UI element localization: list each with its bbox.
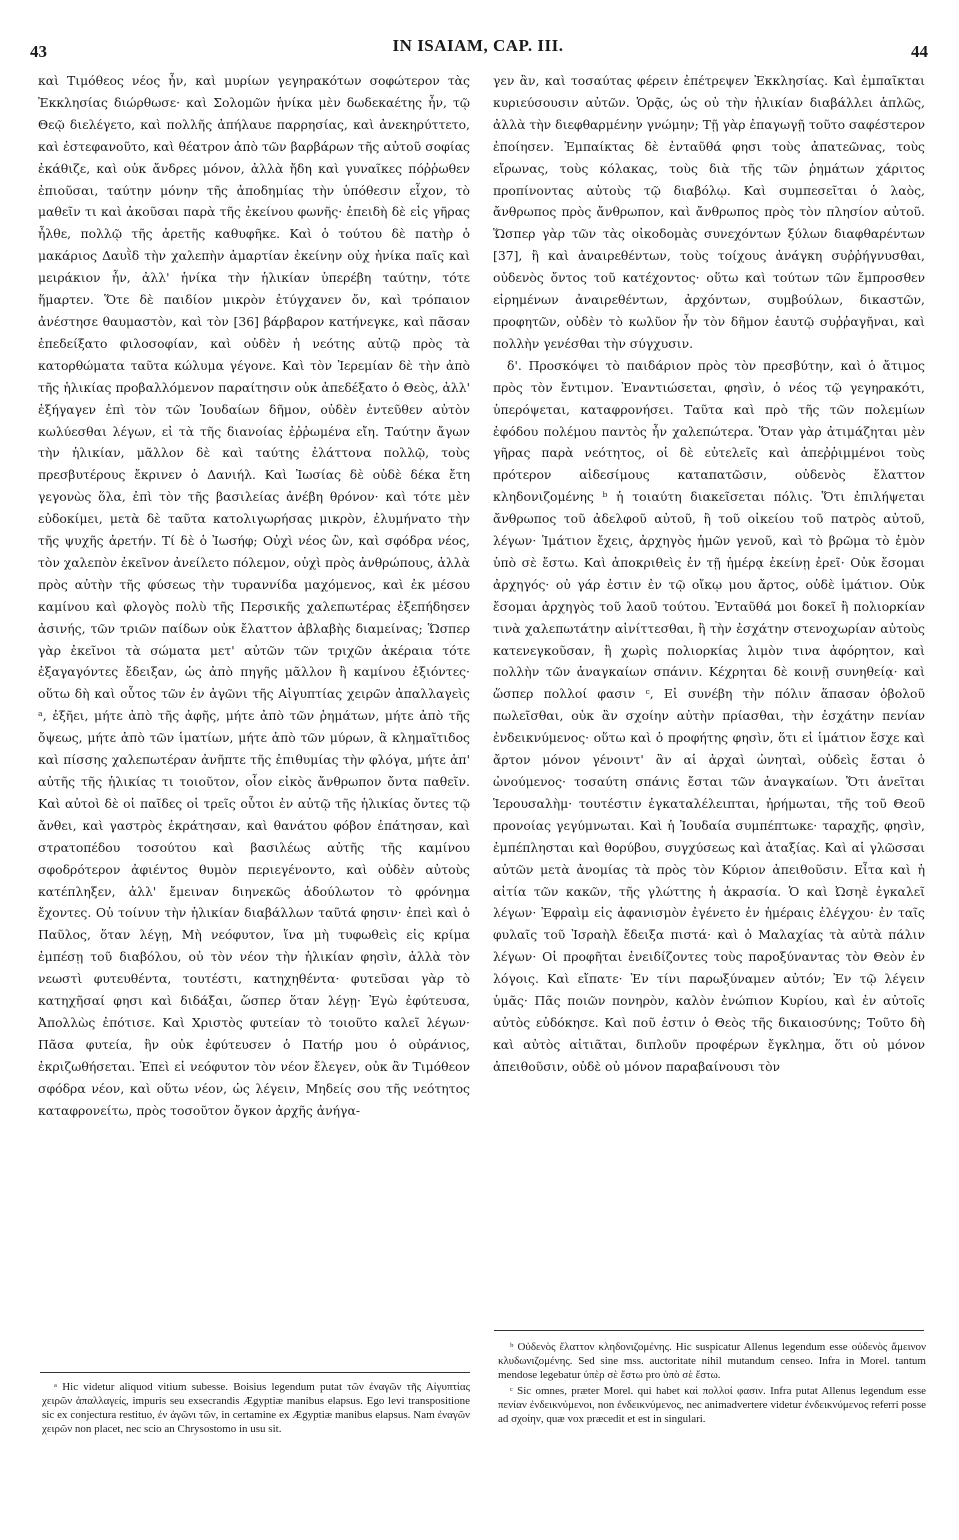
- footnote: ᵇ Οὐδενὸς ἔλαττον κληδονιζομένης. Hic suspicatur Allenus legendum esse οὐδενὸς ἄμεινον κλυδωνιζομένης. Sed sine mss. auctoritate nihil mutandum censeo. Infra in Morel. tantum mendose legebatur ὑπὲρ σὲ ἔστω pro ὑπὸ σὲ ἔστω.: [498, 1341, 926, 1381]
- right-text-column: [493, 70, 925, 1078]
- right-paragraph: δ'. Προσκόψει τὸ παιδάριον πρὸς τὸν πρεσβύτην, καὶ ὁ ἄτιμος πρὸς τὸν ἔντιμον. Ἐναντιώσεται, φησὶν, ὁ νέος τῷ γεγηρακότι, ὑπερόψεται, καταφρονήσει. Ταῦτα καὶ πρὸ τῆς τῶν πολεμίων ἐφόδου πολέμου παντὸς ἦν χαλεπώτερα. Ὅταν γὰρ ἀτιμάζηται μὲν γῆρας παρὰ νεότητος, οἱ δὲ εὐτελεῖς καὶ ἀπεῤῥιμμένοι τοὺς πρότερον αἰδεσίμους καταπατῶσιν, οὐδενὸς ἔλαττον κληδονιζομένης ᵇ ἡ τοιαύτη διακεῖσεται πόλις. Ὅτι ἐπιλήψεται ἄνθρωπος τοῦ ἀδελφοῦ αὐτοῦ, ἢ τοῦ οἰκείου τοῦ πατρὸς αὐτοῦ, λέγων· Ἱμάτιον ἔχεις, ἀρχηγὸς ἡμῶν γενοῦ, καὶ τὸ βρῶμα τὸ ἐμὸν ὑπὸ σὲ ἔστω. Καὶ ἀποκριθεὶς ἐν τῇ ἡμέρᾳ ἐκείνῃ ἐρεῖ· Οὐκ ἔσομαι ἀρχηγός· οὐ γάρ ἐστιν ἐν τῷ οἴκῳ μου ἄρτος, οὐδὲ ἱμάτιον. Οὐκ ἔσομαι ἀρχηγὸς τοῦ λαοῦ τούτου. Ἐνταῦθά μοι δοκεῖ ἢ πολιορκίαν τινὰ χαλεπωτάτην αἰνίττεσθαι, ἢ τὴν ἐσχάτην στενοχωρίαν αὐτοὺς κατενεγκοῦσαν, ἢ χωρὶς πολιορκίας λιμὸν τινα ἀφόρητον, καὶ πολλὴν τῶν ἀναγκαίων σπάνιν. Κέχρηται δὲ κοινῇ συνηθείᾳ· καὶ ὥσπερ πολλοί φασιν ᶜ, Εἰ συνέβη τὴν πόλιν ἅπασαν ὀβολοῦ πωλεῖσθαι, οὐκ ἂν σχοίην αὐτὴν πρίασθαι, τὴν ἐσχάτην πενίαν ἐνδεικνύμενος· οὕτω καὶ ὁ προφήτης φησὶν, ὅτι εἰ ἱμάτιον ἔσχε καὶ ἄρτον μόνον γένοιντ' ἂν αἱ ἀρχαὶ ὠνηταὶ, οὐδεὶς ἔσται ὁ ὠνούμενος· τοσαύτη σπάνις ἔσται τῶν ἀναγκαίων. Ὅτι ἀνεῖται Ἱερουσαλὴμ· τουτέστιν ἐγκαταλέλειπται, ἠρήμωται, τῆς τοῦ Θεοῦ προνοίας γεγύμνωται. Καὶ ἡ Ἰουδαία συμπέπτωκε· ταραχῆς, φησὶν, ἐμπέπλησται καὶ θορύβου, συγχύσεως καὶ ἀταξίας. Καὶ αἱ γλῶσσαι αὐτῶν μετὰ ἀνομίας τὰ πρὸς τὸν Κύριον ἀπειθοῦσιν. Εἶτα καὶ ἡ αἰτία τῶν κακῶν, τῆς γλώττης ἡ ἀκρασία. Ὁ καὶ Ὠσηὲ ἐγκαλεῖ λέγων· Ἐφραὶμ εἰς ἀφανισμὸν ἐγένετο ἐν ἡμέραις ἐλέγχου· ἐν ταῖς φυλαῖς τοῦ Ἰσραὴλ ἔδειξα πιστά· καὶ ὁ Μαλαχίας τὰ αὐτὰ πάλιν λέγων· Οἱ προφῆται ἐνειδίζοντες τοὺς παροξύναντας τὸν Θεὸν ἐν λόγοις. Καὶ εἴπατε· Ἐν τίνι παρωξύναμεν αὐτόν; Ἐν τῷ λέγειν ὑμᾶς· Πᾶς ποιῶν πονηρὸν, καλὸν ἐνώπιον Κυρίου, καὶ ἐν αὐτοῖς αὐτὸς εὐδόκησε. Καὶ ποῦ ἐστιν ὁ Θεὸς τῆς δικαιοσύνης; Τοῦτο δὴ καὶ αὐτὸς αἰτιᾶται, διπλοῦν προφέρων ἔγκλημα, ὅτι οὐ μόνον ἀπειθοῦσιν, οὐδὲ οὐ μόνον παραβαίνουσι τὸν: [493, 357, 925, 1074]
- footnotes-left: [42, 1380, 470, 1438]
- left-paragraph: καὶ Τιμόθεος νέος ἦν, καὶ μυρίων γεγηρακότων σοφώτερον τὰς Ἐκκλησίας διώρθωσε· καὶ Σολομῶν ἡνίκα μὲν δωδεκαέτης ἦν, τῷ Θεῷ διελέγετο, καὶ πολλῆς ἀπήλαυε παρρησίας, καὶ ἀνεκηρύττετο, καὶ ἐστεφανοῦτο, καὶ θέατρον ἀπὸ τῶν βαρβάρων τῆς αὐτοῦ σοφίας ἐκάθιζε, καὶ οὐκ ἄνδρες μόνον, ἀλλὰ ἤδη καὶ γυναῖκες πόῤῥωθεν ἐπιοῦσαι, ταύτην μόνην τῆς ἀποδημίας τὴν ὑπόθεσιν εἶχον, τὸ μαθεῖν τι καὶ ἀκοῦσαι παρὰ τῆς ἐκείνου φωνῆς· ἐπειδὴ δὲ εἰς γῆρας ἦλθε, πολλῷ τῆς ἀρετῆς καθυφῆκε. Καὶ ὁ τούτου δὲ πατὴρ ὁ μακάριος Δαυῒδ τὴν χαλεπὴν ἁμαρτίαν ἐκείνην οὐχ ἡνίκα παῖς καὶ μειράκιον ἦν, ἀλλ' ἡνίκα τὴν ἡλικίαν ὑπερέβη ταύτην, τότε ἥμαρτεν. Ὅτε δὲ παιδίον μικρὸν ἐτύγχανεν ὄν, καὶ τρόπαιον ἀνέστησε θαυμαστὸν, καὶ τὸν [36] βάρβαρον κατήνεγκε, καὶ πᾶσαν ἐπεδείξατο φιλοσοφίαν, καὶ οὐδὲν ἡ νεότης αὐτῷ πρὸς τὰ κατορθώματα ταῦτα κώλυμα γέγονε. Καὶ τὸν Ἱερεμίαν δὲ τὴν ἀπὸ τῆς ἡλικίας προβαλλόμενον παραίτησιν οὐκ ἀπεδέξατο ὁ Θεὸς, ἀλλ' ἐξήγαγεν ἐπὶ τὸν τῶν Ἰουδαίων δῆμον, οὐδὲν ἐντεῦθεν αὐτὸν κωλύεσθαι λέγων, εἰ τὰ τῆς διανοίας ἐῤῥωμένα εἴη. Ταύτην ἄγων τὴν ἡλικίαν, μᾶλλον δὲ καὶ ταύτης ἐλάττονα πολλῷ, τοὺς πρεσβυτέρους ἔκρινεν ὁ Δανιήλ. Καὶ Ἰωσίας δὲ οὐδὲ δέκα ἔτη γεγονὼς ὅλα, ἐπὶ τὸν τῆς βασιλείας ἀνέβη θρόνον· καὶ τότε μὲν εὐδοκίμει, μετὰ δὲ ταῦτα κατολιγωρήσας μικρὸν, ἐλυμήνατο τὴν τῆς ψυχῆς ἀρετήν. Τί δὲ ὁ Ἰωσήφ; Οὐχὶ νέος ὢν, καὶ σφόδρα νέος, τὸν χαλεπὸν ἐκεῖνον ἀνείλετο πόλεμον, οὐχὶ πρὸς ἀνθρώπους, ἀλλὰ πρὸς αὐτὴν τῆς φύσεως τὴν τυραννίδα μαχόμενος, καὶ ἐκ μέσου καμίνου καὶ φλογὸς πολὺ τῆς Περσικῆς χαλεπωτέρας ἐξεπήδησεν ἀσινής, τῶν τριῶν παίδων οὐκ ἔλαττον ἀβλαβὴς διαμείνας; Ὥσπερ γὰρ ἐκεῖνοι τὰ σώματα μετ' αὐτῶν τῶν τριχῶν ἀκέραια τότε ἐξαγαγόντες ἔδειξαν, ὡς ἀπὸ πηγῆς μᾶλλον ἢ καμίνου ἐξιόντες· οὕτω δὴ καὶ οὗτος τῶν ἐν ἀγῶνι τῆς Αἰγυπτίας χειρῶν ἀπαλλαγεὶς ᵃ, ἐξῆει, μήτε ἀπὸ τῆς ἀφῆς, μήτε ἀπὸ τῶν ῥημάτων, μήτε ἀπὸ τῆς ὄψεως, μήτε ἀπὸ τῶν ἱματίων, μήτε ἀπὸ τῶν μύρων, ἃ κλημαῖτιδος καὶ πίσσης χαλεπωτέραν ἀνῆπτε τῆς ἐπιθυμίας τὴν φλόγα, μήτε ἀπ' αὐτῆς τῆς ἡλικίας τι τοιοῦτον, οἷον εἰκὸς ἄνθρωπον ὄντα παθεῖν. Καὶ αὐτοὶ δὲ οἱ παῖδες οἱ τρεῖς οὗτοι ἐν αὐτῷ τῆς ἡλικίας ὄντες τῷ ἄνθει, καὶ γαστρὸς ἐκράτησαν, καὶ θανάτου φόβον ἐπάτησαν, καὶ στρατοπέδου τοσούτου καὶ βασιλέως αὐτῆς τῆς καμίνου σφοδρότερον ἀφιέντος θυμὸν περιεγένοντο, καὶ οὐδὲν αὐτοὺς κατέπληξεν, ἀλλ' ἔμειναν διηνεκῶς ἀδούλωτον τὸ φρόνημα ἔχοντες. Οὐ τοίνυν τὴν ἡλικίαν διαβάλλων ταῦτά φησιν· ἐπεὶ καὶ ὁ Παῦλος, ὅταν λέγῃ, Μὴ νεόφυτον, ἵνα μὴ τυφωθεὶς εἰς κρίμα ἐμπέσῃ τοῦ διαβόλου, οὐ τὸν νέον τὴν ἡλικίαν φησὶν, ἀλλὰ τὸν νεωστὶ φυτευθέντα, τουτέστι, κατηχηθέντα· φυτεῦσαι γὰρ τὸ κατηχῆσαί φησι καὶ διδάξαι, ὥσπερ ὅταν λέγῃ· Ἐγὼ ἐφύτευσα, Ἀπολλὼς ἐπότισε. Καὶ Χριστὸς φυτείαν τὸ τοιοῦτο καλεῖ λέγων· Πᾶσα φυτεία, ἣν οὐκ ἐφύτευσεν ὁ Πατήρ μου ὁ οὐράνιος, ἐκριζωθήσεται. Ἐπεὶ εἰ νεόφυτον τὸν νέον ἔλεγεν, οὐκ ἂν Τιμόθεον σφόδρα νέον, καὶ οὕτω νέον, ὡς λέγειν, Μηδείς σου τῆς νεότητος καταφρονείτω, πρὸς τοσοῦτον ὄγκον ἀρχῆς ἀνήγα-: [38, 73, 470, 1118]
- right-paragraph: γεν ἂν, καὶ τοσαύτας φέρειν ἐπέτρεψεν Ἐκκλησίας. Καὶ ἐμπαῖκται κυριεύσουσιν αὐτῶν. Ὁρᾷς, ὡς οὐ τὴν ἡλικίαν διαβάλλει ἁπλῶς, ἀλλὰ τὴν διεφθαρμένην γνώμην; Τῇ γὰρ ἐπαγωγῇ τοῦτο σαφέστερον ἐποίησεν. Ἐμπαίκτας δὲ ἐνταῦθά φησι τοὺς ἀπατεῶνας, τοὺς εἴρωνας, τοὺς κόλακας, τοὺς διὰ τῆς τῶν ῥημάτων χάριτος προπίνοντας αὐτοὺς τῷ διαβόλῳ. Καὶ συμπεσεῖται ὁ λαὸς, ἄνθρωπος πρὸς ἄνθρωπον, καὶ ἄνθρωπος πρὸς τὸν πλησίον αὐτοῦ. Ὥσπερ γὰρ τῶν τὰς οἰκοδομὰς συνεχόντων ξύλων διαφθαρέντων [37], ἢ καὶ ἀναιρεθέντων, τοὺς τοίχους ἀνάγκη συῤῥήγνυσθαι, οὐδενὸς ὄντος τοῦ κατέχοντος· οὕτω καὶ τούτων τῶν ἔμπροσθεν εἰρημένων ἀναιρεθέντων, ἀρχόντων, συμβούλων, δικαστῶν, προφητῶν, οὐδὲν τὸ κωλῦον ἦν τὸν δῆμον ἑαυτῷ συῤῥαγῆναι, καὶ πολλὴν γενέσθαι τὴν σύγχυσιν.: [493, 73, 925, 351]
- footnote: ᵃ Hic videtur aliquod vitium subesse. Boisius legendum putat τῶν ἐναγῶν τῆς Αἰγυπτίας χειρῶν ἀπαλλαγείς, impuris seu exsecrandis Ægyptiæ manibus elapsus. Ego levi transpositione sic ex conjectura restituo, ἐν ἀγῶνι τῶν, in certamine ex Ægyptiæ manibus elapsus. Nam ἐναγῶν χειρῶν non placet, nec scio an Chrysostomo in usu sit.: [42, 1381, 470, 1435]
- footnote: ᶜ Sic omnes, præter Morel. qui habet καὶ πολλοί φασιν. Infra putat Allenus legendum esse πενίαν ἐνδεικνύμενοι, non ἐνδεικνύμενος, nec animadvertere videtur ἐνδεικνύμενος referri posse ad σχοίην, quæ vox præcedit et est in singulari.: [498, 1385, 926, 1425]
- left-page-number: 43: [30, 42, 47, 61]
- running-title: IN ISAIAM, CAP. III.: [392, 36, 564, 55]
- page-header: [28, 36, 928, 62]
- left-text-column: [38, 70, 470, 1122]
- footnote-divider-right: [494, 1330, 924, 1331]
- footnotes-right: [498, 1340, 926, 1428]
- right-page-number: 44: [911, 42, 928, 61]
- footnote-divider-left: [40, 1372, 470, 1373]
